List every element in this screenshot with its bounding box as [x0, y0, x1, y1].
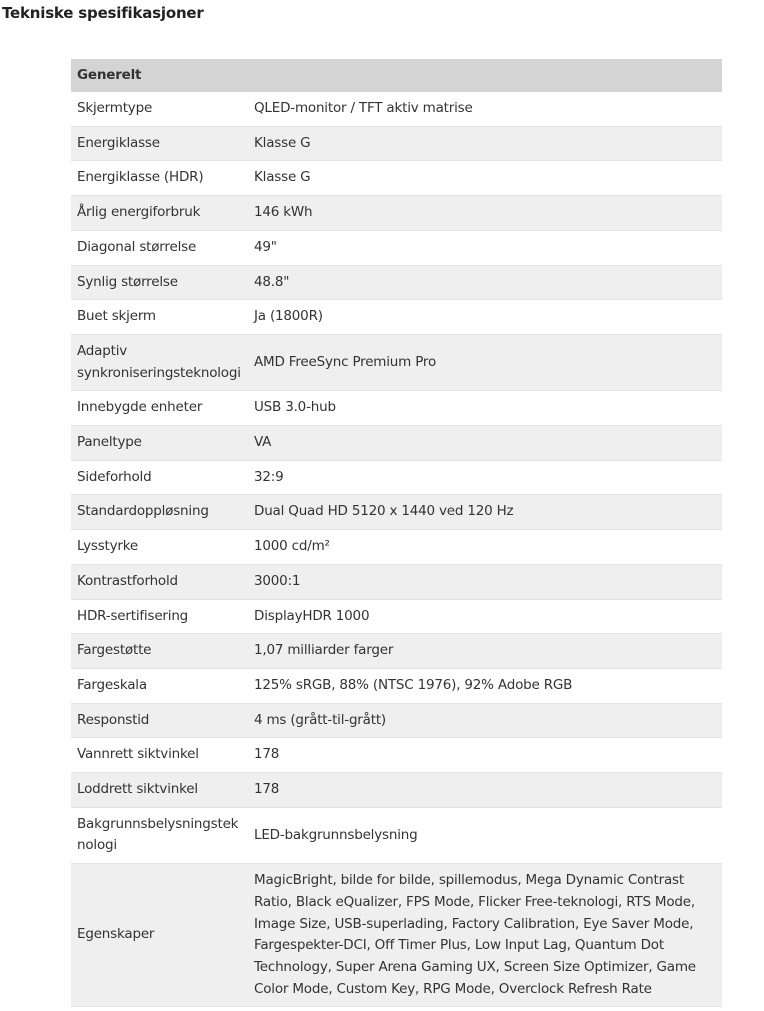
spec-label: Loddrett siktvinkel [71, 773, 248, 808]
spec-label: Fargeskala [71, 668, 248, 703]
page-title: Tekniske spesifikasjoner [2, 4, 204, 22]
spec-label: HDR-sertifisering [71, 599, 248, 634]
spec-table [71, 59, 722, 1007]
spec-value: 125% sRGB, 88% (NTSC 1976), 92% Adobe RGB [248, 668, 722, 703]
spec-value: 4 ms (grått-til-grått) [248, 703, 722, 738]
spec-label: Buet skjerm [71, 300, 248, 335]
spec-value: 178 [248, 738, 722, 773]
spec-label: Kontrastforhold [71, 564, 248, 599]
spec-value: USB 3.0-hub [248, 391, 722, 426]
spec-value: 3000:1 [248, 564, 722, 599]
spec-row-skjermtype [71, 92, 722, 126]
section-header-row [71, 59, 722, 92]
spec-value: DisplayHDR 1000 [248, 599, 722, 634]
spec-row-energiklasse [71, 126, 722, 161]
spec-label: Innebygde enheter [71, 391, 248, 426]
spec-value: 49" [248, 230, 722, 265]
spec-row-sideforhold [71, 460, 722, 495]
spec-value: Klasse G [248, 161, 722, 196]
spec-label: Årlig energiforbruk [71, 196, 248, 231]
spec-value: Dual Quad HD 5120 x 1440 ved 120 Hz [248, 495, 722, 530]
spec-value: VA [248, 426, 722, 461]
spec-label: Paneltype [71, 426, 248, 461]
spec-label: Responstid [71, 703, 248, 738]
spec-value: 178 [248, 773, 722, 808]
spec-label: Fargestøtte [71, 634, 248, 669]
spec-row-fargeskala [71, 668, 722, 703]
spec-row-adaptiv-synkronisering [71, 334, 722, 390]
spec-value: AMD FreeSync Premium Pro [248, 334, 722, 390]
spec-value: 1000 cd/m² [248, 530, 722, 565]
spec-label: Energiklasse (HDR) [71, 161, 248, 196]
spec-row-kontrastforhold [71, 564, 722, 599]
spec-value: Klasse G [248, 126, 722, 161]
spec-value: LED-bakgrunnsbelysning [248, 807, 722, 863]
spec-row-fargestotte [71, 634, 722, 669]
spec-row-lysstyrke [71, 530, 722, 565]
spec-value: MagicBright, bilde for bilde, spillemodus, Mega Dynamic Contrast Ratio, Black eQualizer, FPS Mode, Flicker Free-teknologi, RTS Mode, Image Size, USB-superlading, Factory Calibration, Eye Saver Mode, Fargespekter-DCI, Off Timer Plus, Low Input Lag, Quantum Dot Technology, Super Arena Gaming UX, Screen Size Optimizer, Game Color Mode, Custom Key, RPG Mode, Overclock Refresh Rate [248, 864, 722, 1007]
spec-row-responstid [71, 703, 722, 738]
spec-row-egenskaper [71, 864, 722, 1007]
spec-value: 48.8" [248, 265, 722, 300]
spec-row-synlig-storrelse [71, 265, 722, 300]
spec-row-innebygde-enheter [71, 391, 722, 426]
spec-row-standardopplosning [71, 495, 722, 530]
spec-label: Diagonal størrelse [71, 230, 248, 265]
spec-row-hdr-sertifisering [71, 599, 722, 634]
spec-label: Adaptiv synkroniseringsteknologi [71, 334, 248, 390]
spec-row-bakgrunnsbelysning [71, 807, 722, 863]
spec-label: Sideforhold [71, 460, 248, 495]
spec-row-energiklasse-hdr [71, 161, 722, 196]
spec-label: Vannrett siktvinkel [71, 738, 248, 773]
spec-row-arlig-energiforbruk [71, 196, 722, 231]
spec-label: Skjermtype [71, 92, 248, 126]
spec-row-loddrett-siktvinkel [71, 773, 722, 808]
spec-value: Ja (1800R) [248, 300, 722, 335]
spec-value: 1,07 milliarder farger [248, 634, 722, 669]
spec-label: Egenskaper [71, 864, 248, 1007]
section-title: Generelt [71, 59, 722, 92]
spec-row-diagonal-storrelse [71, 230, 722, 265]
spec-value: 146 kWh [248, 196, 722, 231]
spec-label: Bakgrunnsbelysningstek nologi [71, 807, 248, 863]
spec-label: Lysstyrke [71, 530, 248, 565]
spec-label: Energiklasse [71, 126, 248, 161]
spec-row-vannrett-siktvinkel [71, 738, 722, 773]
spec-label: Standardoppløsning [71, 495, 248, 530]
spec-value: 32:9 [248, 460, 722, 495]
spec-label: Synlig størrelse [71, 265, 248, 300]
spec-row-buet-skjerm [71, 300, 722, 335]
spec-value: QLED-monitor / TFT aktiv matrise [248, 92, 722, 126]
spec-row-paneltype [71, 426, 722, 461]
